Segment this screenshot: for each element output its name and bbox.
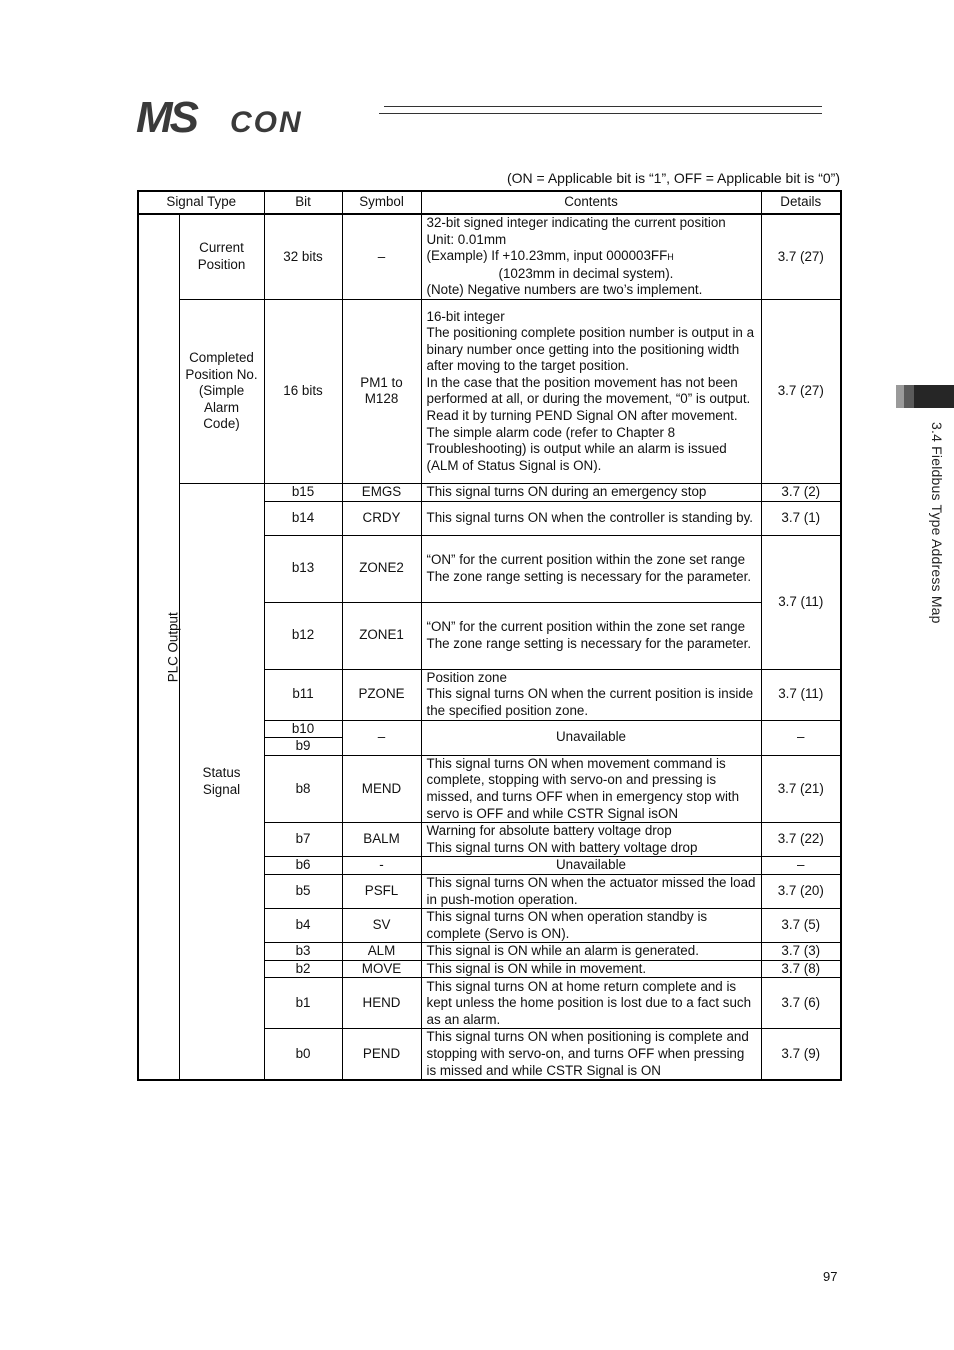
contents-cell: This signal turns ON when movement command is complete, stopping with servo-on and pressing is missed, and turns OFF when in emergency stop with servo is OFF and while CSTR Signal isON (421, 755, 761, 822)
symbol-cell: PM1 to M128 (342, 299, 421, 483)
plc-output-label: PLC Output (138, 214, 179, 1080)
contents-line (427, 248, 756, 266)
symbol-cell: – (342, 214, 421, 299)
bit-cell: b8 (264, 755, 342, 822)
svg-text:CON: CON (230, 106, 303, 139)
contents-cell: Position zone This signal turns ON when the current position is inside the specified position zone. (421, 669, 761, 720)
details-cell: 3.7 (20) (761, 874, 841, 908)
bit-cell: b4 (264, 909, 342, 943)
bit-cell: b5 (264, 874, 342, 908)
bit-cell: b6 (264, 857, 342, 875)
header-contents: Contents (421, 191, 761, 214)
svg-text:MS: MS (136, 93, 196, 142)
signal-type-cell: Completed Position No. (Simple Alarm Code) (179, 299, 264, 483)
contents-cell: Unavailable (421, 720, 761, 755)
contents-line: Unit: 0.01mm (426, 231, 507, 247)
chapter-tab-marker (896, 385, 954, 408)
bit-cell: b3 (264, 943, 342, 961)
symbol-cell: MEND (342, 755, 421, 822)
bit-cell: b0 (264, 1029, 342, 1080)
signal-type-cell: Current Position (179, 214, 264, 299)
details-cell: 3.7 (21) (761, 755, 841, 822)
symbol-cell: ZONE1 (342, 602, 421, 669)
details-cell: 3.7 (5) (761, 909, 841, 943)
bit-cell: b15 (264, 483, 342, 501)
bit-cell: b10 (264, 720, 342, 738)
symbol-cell: PEND (342, 1029, 421, 1080)
symbol-cell: HEND (342, 978, 421, 1029)
contents-cell: This signal turns ON during an emergency stop (421, 483, 761, 501)
symbol-cell: PSFL (342, 874, 421, 908)
table-row (138, 214, 841, 299)
bit-cell: b14 (264, 501, 342, 535)
symbol-cell: SV (342, 909, 421, 943)
header-symbol: Symbol (342, 191, 421, 214)
address-map-table (137, 190, 842, 1081)
contents-cell: This signal is ON while in movement. (421, 960, 761, 978)
contents-cell: Unavailable (421, 857, 761, 875)
contents-cell: This signal turns ON when the controller is standing by. (421, 501, 761, 535)
contents-cell: This signal turns ON when operation standby is complete (Servo is ON). (421, 909, 761, 943)
contents-cell: This signal turns ON when the actuator missed the load in push-motion operation. (421, 874, 761, 908)
details-cell: 3.7 (9) (761, 1029, 841, 1080)
table-header-row (138, 191, 841, 214)
bit-cell: b1 (264, 978, 342, 1029)
header-rule-top (384, 106, 822, 107)
contents-cell: This signal turns ON at home return complete and is kept unless the home position is lost due to a fact such as an alarm. (421, 978, 761, 1029)
bit-cell: 16 bits (264, 299, 342, 483)
hex-suffix: H (667, 252, 674, 263)
bit-cell: b13 (264, 535, 342, 602)
table-row (138, 299, 841, 483)
bit-cell: b7 (264, 823, 342, 857)
details-cell: – (761, 720, 841, 755)
details-cell: 3.7 (8) (761, 960, 841, 978)
header-signal-type: Signal Type (138, 191, 264, 214)
on-off-note: (ON = Applicable bit is “1”, OFF = Applicable bit is “0”) (506, 170, 840, 186)
contents-cell: This signal is ON while an alarm is generated. (421, 943, 761, 961)
details-cell: 3.7 (11) (761, 669, 841, 720)
bit-cell: b9 (264, 738, 342, 756)
symbol-cell: – (342, 720, 421, 755)
header-details: Details (761, 191, 841, 214)
table-row (138, 483, 841, 501)
contents-line: (1023mm in decimal system). (498, 265, 674, 281)
symbol-cell: CRDY (342, 501, 421, 535)
details-cell: 3.7 (3) (761, 943, 841, 961)
bit-cell: b11 (264, 669, 342, 720)
details-cell: 3.7 (11) (761, 535, 841, 669)
symbol-cell: ALM (342, 943, 421, 961)
symbol-cell: ZONE2 (342, 535, 421, 602)
header-rule-bottom (379, 113, 822, 114)
symbol-cell: - (342, 857, 421, 875)
contents-cell: “ON” for the current position within the zone set range The zone range setting is necessary for the parameter. (421, 602, 761, 669)
contents-line-text: (Example) If +10.23mm, input 000003FF (426, 248, 668, 264)
bit-cell: b2 (264, 960, 342, 978)
contents-cell: 16-bit integer The positioning complete position number is output in a binary number once getting into the positioning width after moving to the target position. In the case that the position movement has not been performed at all, or during the movement, “0” is output. Read it by turning PEND Signal ON after movement. The simple alarm code (refer to Chapter 8 Troubleshooting) is output while an alarm is issued (ALM of Status Signal is ON). (421, 299, 761, 483)
details-cell: 3.7 (22) (761, 823, 841, 857)
details-cell: 3.7 (27) (761, 214, 841, 299)
bit-cell: 32 bits (264, 214, 342, 299)
contents-line: 32-bit signed integer indicating the current position (426, 215, 726, 230)
page-number: 97 (823, 1269, 838, 1284)
contents-cell: Warning for absolute battery voltage drop This signal turns ON with battery voltage drop (421, 823, 761, 857)
chapter-side-label: 3.4 Fieldbus Type Address Map (929, 422, 945, 624)
header-bit: Bit (264, 191, 342, 214)
details-cell: 3.7 (6) (761, 978, 841, 1029)
contents-line: (Note) Negative numbers are two’s implement. (426, 282, 703, 298)
symbol-cell: PZONE (342, 669, 421, 720)
contents-cell: “ON” for the current position within the zone set range The zone range setting is necessary for the parameter. (421, 535, 761, 602)
bit-cell: b12 (264, 602, 342, 669)
mscon-logo (134, 92, 374, 142)
contents-cell (421, 214, 761, 299)
signal-type-cell: Status Signal (179, 483, 264, 1080)
details-cell: 3.7 (27) (761, 299, 841, 483)
details-cell: 3.7 (2) (761, 483, 841, 501)
contents-cell: This signal turns ON when positioning is complete and stopping with servo-on, and turns OFF when pressing is missed and while CSTR Signal is ON (421, 1029, 761, 1080)
symbol-cell: MOVE (342, 960, 421, 978)
symbol-cell: EMGS (342, 483, 421, 501)
details-cell: 3.7 (1) (761, 501, 841, 535)
symbol-cell: BALM (342, 823, 421, 857)
details-cell: – (761, 857, 841, 875)
